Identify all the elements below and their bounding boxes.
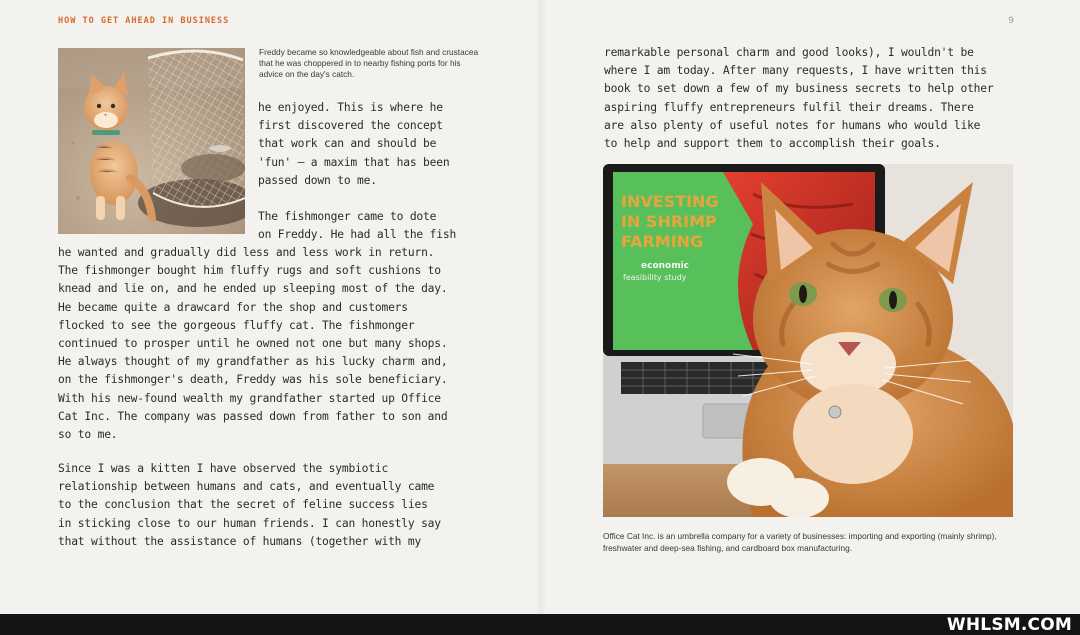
fish-photo-caption: Freddy became so knowledgeable about fish and crustacea that he was choppered in to nearby fishing ports for his advice on the day's catch. [259,47,479,79]
text-line: that work can and should be [258,137,437,151]
text-line: where I am today. After many requests, I have written this [604,64,987,78]
wide-text-column [58,244,498,444]
text-line: passed down to me. [258,173,377,187]
left-page [0,0,540,614]
text-line: in sticking close to our human friends. I can honestly say [58,516,441,530]
text-line: are also plenty of useful notes for humans who would like [604,118,981,132]
site-watermark: WHLSM.COM [946,615,1072,635]
running-head: HOW TO GET AHEAD IN BUSINESS [58,16,230,26]
footer-bar [0,614,1080,635]
slide-title-line: FARMING [621,232,704,251]
text-line: to help and support them to accomplish their goals. [604,137,941,151]
text-line: so to me. [58,428,118,442]
bottom-text-column [58,460,498,551]
slide-subtitle-line: economic [641,261,690,271]
text-line: With his new-found wealth my grandfather started up Office [58,391,441,405]
text-line: aspiring fluffy entrepreneurs fulfil their dreams. There [604,100,974,114]
text-line: he wanted and gradually did less and less work in return. [58,246,435,259]
text-line: on Freddy. He had all the fish [258,228,457,242]
text-line: Since I was a kitten I have observed the symbiotic [58,462,389,475]
narrow-text-column [258,99,498,244]
text-line: knead and lie on, and he ended up sleeping most of the day. [58,282,448,296]
right-page [540,0,1080,614]
slide-title-line: IN SHRIMP [621,212,717,231]
text-line: 'fun' – a maxim that has been [258,155,450,169]
right-text-column [604,44,1024,153]
text-line: on the fishmonger's death, Freddy was his sole beneficiary. [58,373,448,387]
text-line: remarkable personal charm and good looks), I wouldn't be [604,46,974,59]
text-line: flocked to see the gorgeous fluffy cat. The fishmonger [58,318,415,332]
text-line: He always thought of my grandfather as his lucky charm and, [58,355,448,369]
text-line: The fishmonger bought him fluffy rugs and soft cushions to [58,264,441,278]
slide-title-line: INVESTING [621,192,719,211]
text-line: relationship between humans and cats, and eventually came [58,480,435,494]
text-line: that without the assistance of humans (together with my [58,534,422,548]
text-line: he enjoyed. This is where he [258,101,443,114]
cat-beside-wire-fish-basket-photo-icon [58,48,245,234]
cat-fish-basket-photo [58,48,245,234]
text-line: first discovered the concept [258,119,443,133]
text-line: Cat Inc. The company was passed down from father to son and [58,409,448,423]
slide-subtitle-line: feasibility study [623,273,687,282]
text-line: The fishmonger came to dote [258,210,437,224]
text-line: He became quite a drawcard for the shop and customers [58,300,408,314]
text-line: to the conclusion that the secret of feline success lies [58,498,428,512]
office-cat-photo [603,164,1013,517]
text-line: book to set down a few of my business secrets to help other [604,82,994,96]
ginger-cat-with-laptop-photo-icon [603,164,1013,517]
page-number: 9 [1008,16,1014,26]
office-photo-caption: Office Cat Inc. is an umbrella company for a variety of businesses: importing and exporting (mainly shrimp), freshwater and deep-sea fishing, and cardboard box manufacturing. [603,531,997,553]
text-line: continued to prosper until he owned not one but many shops. [58,337,448,351]
